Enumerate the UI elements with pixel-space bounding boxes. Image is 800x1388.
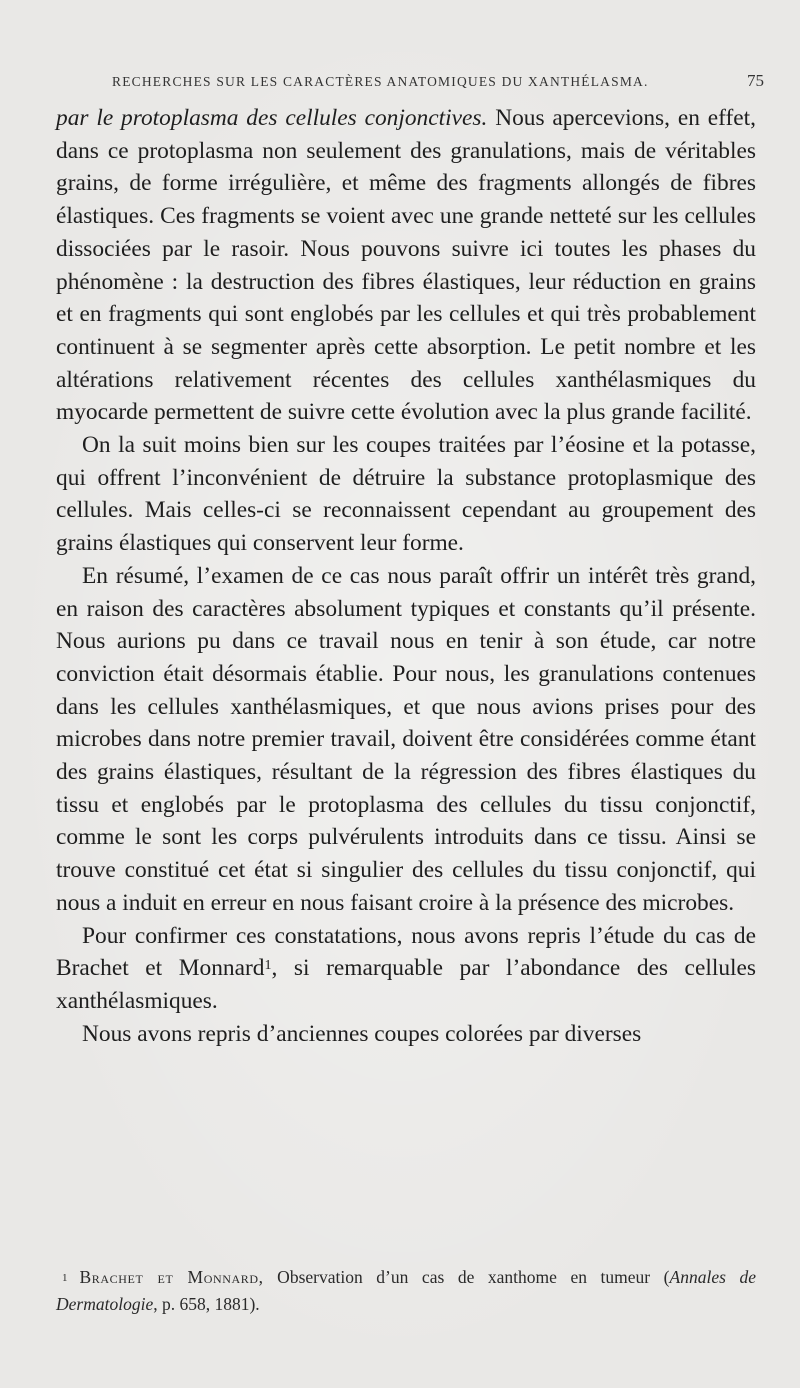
paragraph-5: Nous avons repris d’anciennes coupes colorées par diverses <box>82 1020 642 1047</box>
page-number: 75 <box>747 71 764 90</box>
paragraph-2: On la suit moins bien sur les coupes traitées par l’éosine et la potasse, qui offrent l’inconvénient de détruire la substance protoplasmique des cellules. Mais celles-ci se reconnaissent cependant au groupement des grains élastiques qui conservent leur forme. <box>56 432 756 557</box>
running-title: RECHERCHES SUR LES CARACTÈRES ANATOMIQUES DU XANTHÉLASMA. <box>112 74 649 89</box>
paragraph-3: En résumé, l’examen de ce cas nous paraît offrir un intérêt très grand, en raison des caractères absolument typiques et constants qu’il présente. Nous aurions pu dans ce travail nous en tenir à son étude, car notre conviction était désormais établie. Pour nous, les granulations contenues dans les cellules xanthélasmiques, et que nous avions prises pour des microbes dans notre premier travail, doivent être considérées comme étant des grains élastiques, résultant de la régression des fibres élastiques du tissu et englobés par le protoplasma des cellules du tissu conjonctif, comme le sont les corps pulvérulents introduits dans ce tissu. Ainsi se trouve constitué cet état si singulier des cellules du tissu conjonctif, qui nous a induit en erreur en nous faisant croire à la présence des microbes. <box>56 562 756 916</box>
footnote-text: Observation d’un cas de xanthome en tumeur ( <box>263 1267 670 1287</box>
footnote <box>56 1264 756 1318</box>
body-text <box>56 102 756 1050</box>
footnote-reference[interactable]: 1 <box>264 958 272 974</box>
italic-lead: par le protoplasma des cellules conjonctives. <box>56 105 488 131</box>
paragraph-4-text-before-note: Pour confirmer ces constatations, nous avons repris l’étude du cas de Brachet et Monnard <box>56 922 756 982</box>
footnote-journal: Annales de Dermatologie <box>56 1267 756 1314</box>
paragraph-1-text: Nous apercevions, en effet, dans ce protoplasma non seulement des granulations, mais de véritables grains, de forme irrégulière, et même des fragments allongés de fibres élastiques. Ces fragments se voient avec une grande netteté sur les cellules dissociées par le rasoir. Nous pouvons suivre ici toutes les phases du phénomène : la destruction des fibres élastiques, leur réduction en grains et en fragments qui sont englobés par les cellules et qui très probablement continuent à se segmenter après cette absorption. Le petit nombre et les altérations relativement récentes des cellules xanthélasmiques du myocarde permettent de suivre cette évolution avec la plus grande facilité. <box>56 105 756 426</box>
footnote-authors: Brachet et Monnard, <box>79 1267 264 1287</box>
footnote-tail: , p. 658, 1881). <box>153 1294 260 1314</box>
paragraph-1 <box>56 102 756 429</box>
running-header <box>112 71 764 96</box>
paragraph-4-text-after-note: , si remarquable par l’abondance des cellules xanthélasmiques. <box>56 955 756 1014</box>
paragraph-4 <box>56 920 756 1018</box>
footnote-mark: 1 <box>62 1272 68 1284</box>
